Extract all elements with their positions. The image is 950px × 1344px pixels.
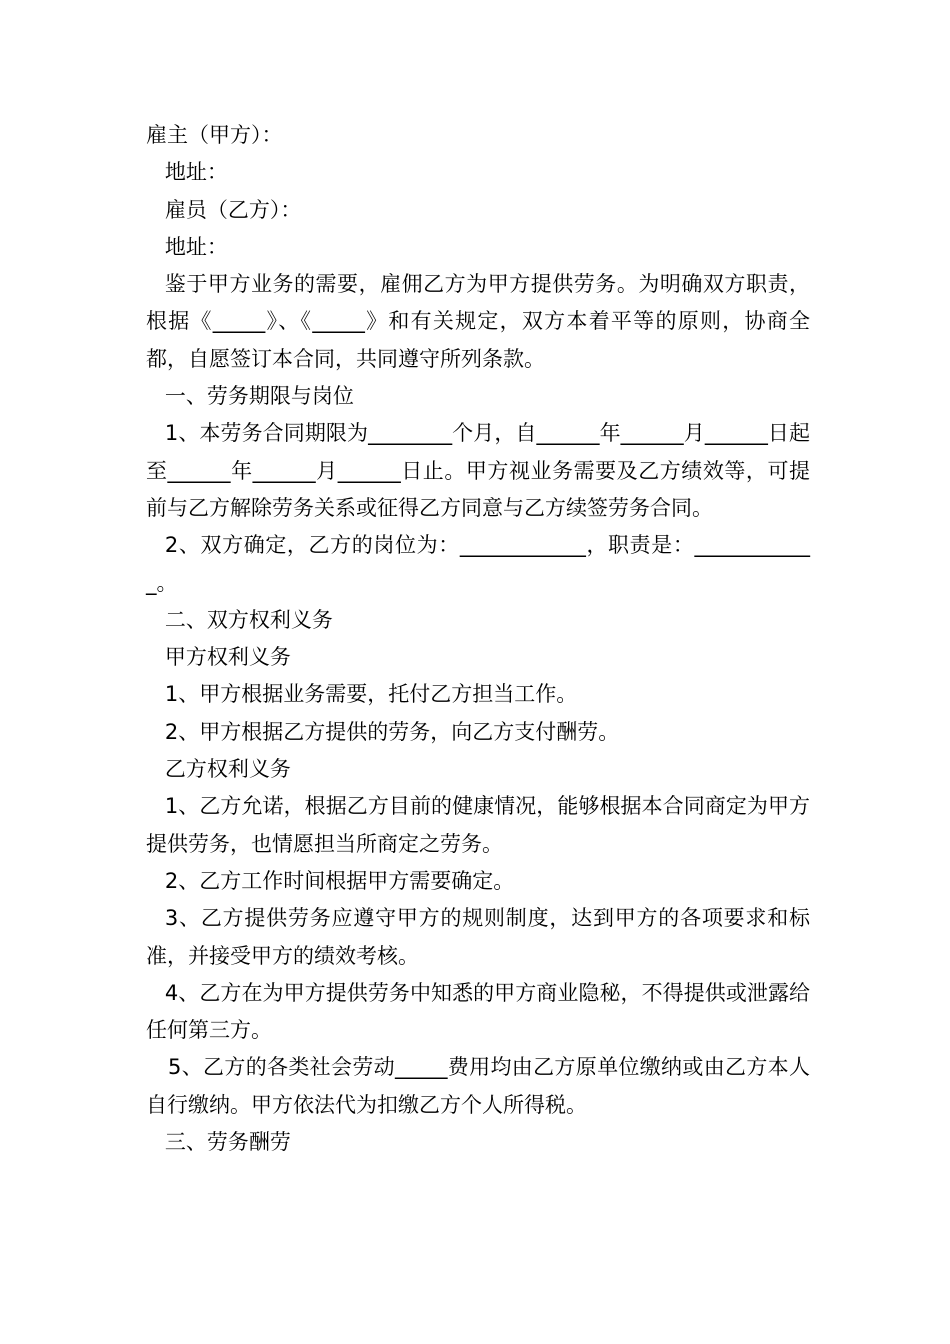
subheading-party-b-rights: 乙方权利义务 — [164, 757, 291, 782]
section-heading-remuneration: 三、劳务酬劳 — [164, 1130, 291, 1155]
clause-party-b-3: 3、乙方提供劳务应遵守甲方的规则制度，达到甲方的各项要求和标准，并接受甲方的绩效考核。 — [146, 906, 810, 968]
clause-party-a-1: 1、甲方根据业务需要，托付乙方担当工作。 — [164, 682, 578, 707]
clause-party-b-2: 2、乙方工作时间根据甲方需要确定。 — [164, 868, 515, 893]
document-body — [146, 117, 810, 1161]
employer-address-line: 地址： — [164, 160, 228, 185]
preamble-paragraph: 鉴于甲方业务的需要，雇佣乙方为甲方提供劳务。为明确双方职责，根据《_____》、《_____》和有关规定，双方本着平等的原则，协商全都，自愿签订本合同，共同遵守所列条款。 — [146, 272, 810, 371]
employee-line: 雇员（乙方）： — [164, 197, 302, 222]
employee-address-line: 地址： — [164, 234, 228, 259]
section-heading-term-and-position: 一、劳务期限与岗位 — [164, 384, 354, 409]
clause-party-b-1: 1、乙方允诺，根据乙方目前的健康情况，能够根据本合同商定为甲方提供劳务，也情愿担当所商定之劳务。 — [146, 794, 810, 856]
clause-term: 1、本劳务合同期限为________个月，自______年______月______日起至______年______月______日止。甲方视业务需要及乙方绩效等，可提前与乙方解除劳务关系或征得乙方同意与乙方续签劳务合同。 — [146, 421, 810, 520]
subheading-party-a-rights: 甲方权利义务 — [164, 645, 291, 670]
clause-party-a-2: 2、甲方根据乙方提供的劳务，向乙方支付酬劳。 — [164, 719, 620, 744]
clause-party-b-5: 5、乙方的各类社会劳动_____费用均由乙方原单位缴纳或由乙方本人自行缴纳。甲方依法代为扣缴乙方个人所得税。 — [146, 1055, 810, 1117]
clause-party-b-4: 4、乙方在为甲方提供劳务中知悉的甲方商业隐秘，不得提供或泄露给任何第三方。 — [146, 980, 810, 1043]
clause-position: 2、双方确定，乙方的岗位为：____________，职责是：____________。 — [146, 533, 810, 595]
employer-line: 雇主（甲方）： — [146, 123, 283, 147]
section-heading-rights-obligations: 二、双方权利义务 — [164, 607, 333, 632]
